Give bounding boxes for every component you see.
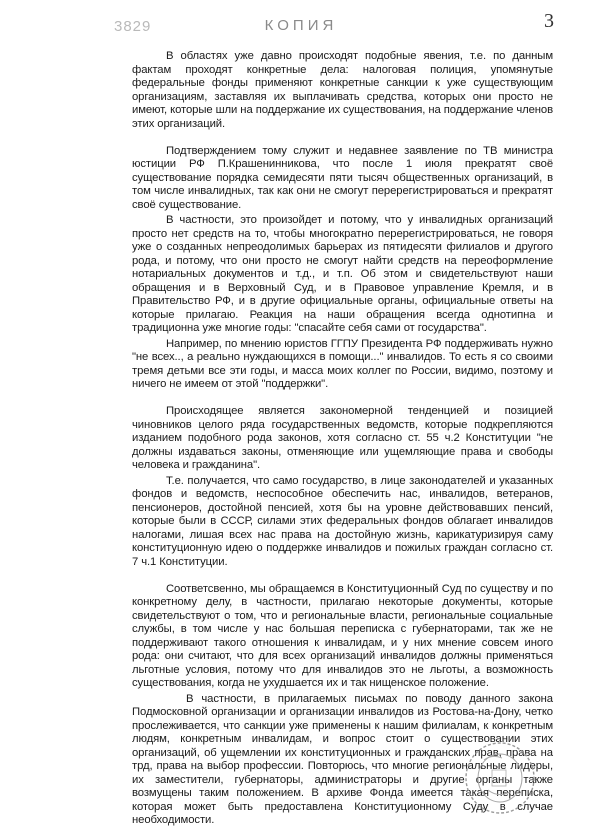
paragraph-7: Соответсвенно, мы обращаемся в Конституционный Суд по существу и по конкретному делу, в частности, прилагаю некоторые документы, которые свидетельствуют о том, что и региональные власти, региональные социальные службы, в том числе у нас большая переписка с губернаторами, так же не поддерживают такого отношения к инвалидам, и у них мнение совсем иного рода: они считают, что для всех организаций инвалидов должны применяться льготные условия, потому что для инвалидов это не льготы, а возможность существования, когда не ухудшается их и так нищенское положение.: [132, 582, 553, 689]
copy-stamp: КОПИЯ: [264, 17, 338, 34]
paragraph-8: В частности, в прилагаемых письмах по поводу данного закона Подмосковной организации и организации инвалидов из Ростова-на-Дону, четко прослеживается, что санкции уже применены к нашим филиалам, к конкретным людям, конкретным инвалидам, и вопрос стоит о существовании этих организаций, об ущемлении их конституционных и гражданских прав, права на трд, права на выбор профессии. Повторюсь, что многие региональные лидеры, их заместители, губернаторы, администраторы и другие органы также возмущены таким положением. В архиве Фонда имеется такая переписка, которая может быть предоставлена Конституционному Суду в случае необходимости.: [132, 692, 553, 826]
page-number: 3: [544, 10, 554, 32]
faded-document-number: 3829: [114, 18, 152, 35]
document-body: [132, 50, 553, 828]
paragraph-3: В частности, это произойдет и потому, что у инвалидных организаций просто нет средств на то, чтобы многократно перерегистрироваться, не говоря уже о созданных непреодолимых барьерах из пятидесяти филиалов и другого рода, и потому, что они просто не смогут найти средств на переоформление нотариальных документов и т.д., и т.п. Об этом и свидетельствуют наши обращения и в Верховный Суд, и в Правовое управление Кремля, и в Правительство РФ, и в другие официальные органы, официальные ответы на которые прилагаю. Реакция на наши обращения всегда однотипна и традиционна уже многие годы: "спасайте себя сами от государства".: [132, 214, 553, 334]
paragraph-4: Например, по мнению юристов ГГПУ Президента РФ поддерживать нужно "не всех.., а реально нуждающихся в помощи..." инвалидов. То есть я со своими тремя детьми все эти годы, и масса моих коллег по России, видимо, поэтому и ничего не имеем от этой "поддержки".: [132, 337, 553, 390]
official-seal-stamp: [462, 740, 538, 816]
paragraph-5: Происходящее является закономерной тенденцией и позицией чиновников целого ряда государственных ведомств, которые подкрепляются изданием подобного рода законов, хотя согласно ст. 55 ч.2 Конституции "не должны издаваться законы, отменяющие или ущемляющие права и свободы человека и гражданина".: [132, 405, 553, 471]
paragraph-1: В областях уже давно происходят подобные явения, т.е. по данным фактам проходят конкретные дела: налоговая полиция, упомянутые федеральные фонды применяют конкретные санкции к уже существующим организациям, заставляя их выплачивать средства, которых они просто не имеют, которые шли на поддержание их существования, на поддержание членов этих организаций.: [132, 50, 553, 130]
paragraph-6: Т.е. получается, что само государство, в лице законодателей и указанных фондов и ведомств, неспособное обеспечить нас, инвалидов, ветеранов, пенсионеров, достойной пенсией, хотя бы на уровне действовавших пенсий, которые были в СССР, силами этих федеральных фондов облагает инвалидов налогами, лишая всех нас права на достойную жизнь, карикатуризируя саму конституционную идею о поддержке инвалидов и пожилых граждан согласно ст. 7 ч.1 Конституции.: [132, 474, 553, 568]
paragraph-2: Подтверждением тому служит и недавнее заявление по ТВ министра юстиции РФ П.Крашенинникова, что после 1 июля прекратят своё существование порядка семидесяти пяти тысяч общественных организаций, в том числе инвалидных, так как они не смогут перерегистрироваться и прекратят своё существование.: [132, 144, 553, 211]
